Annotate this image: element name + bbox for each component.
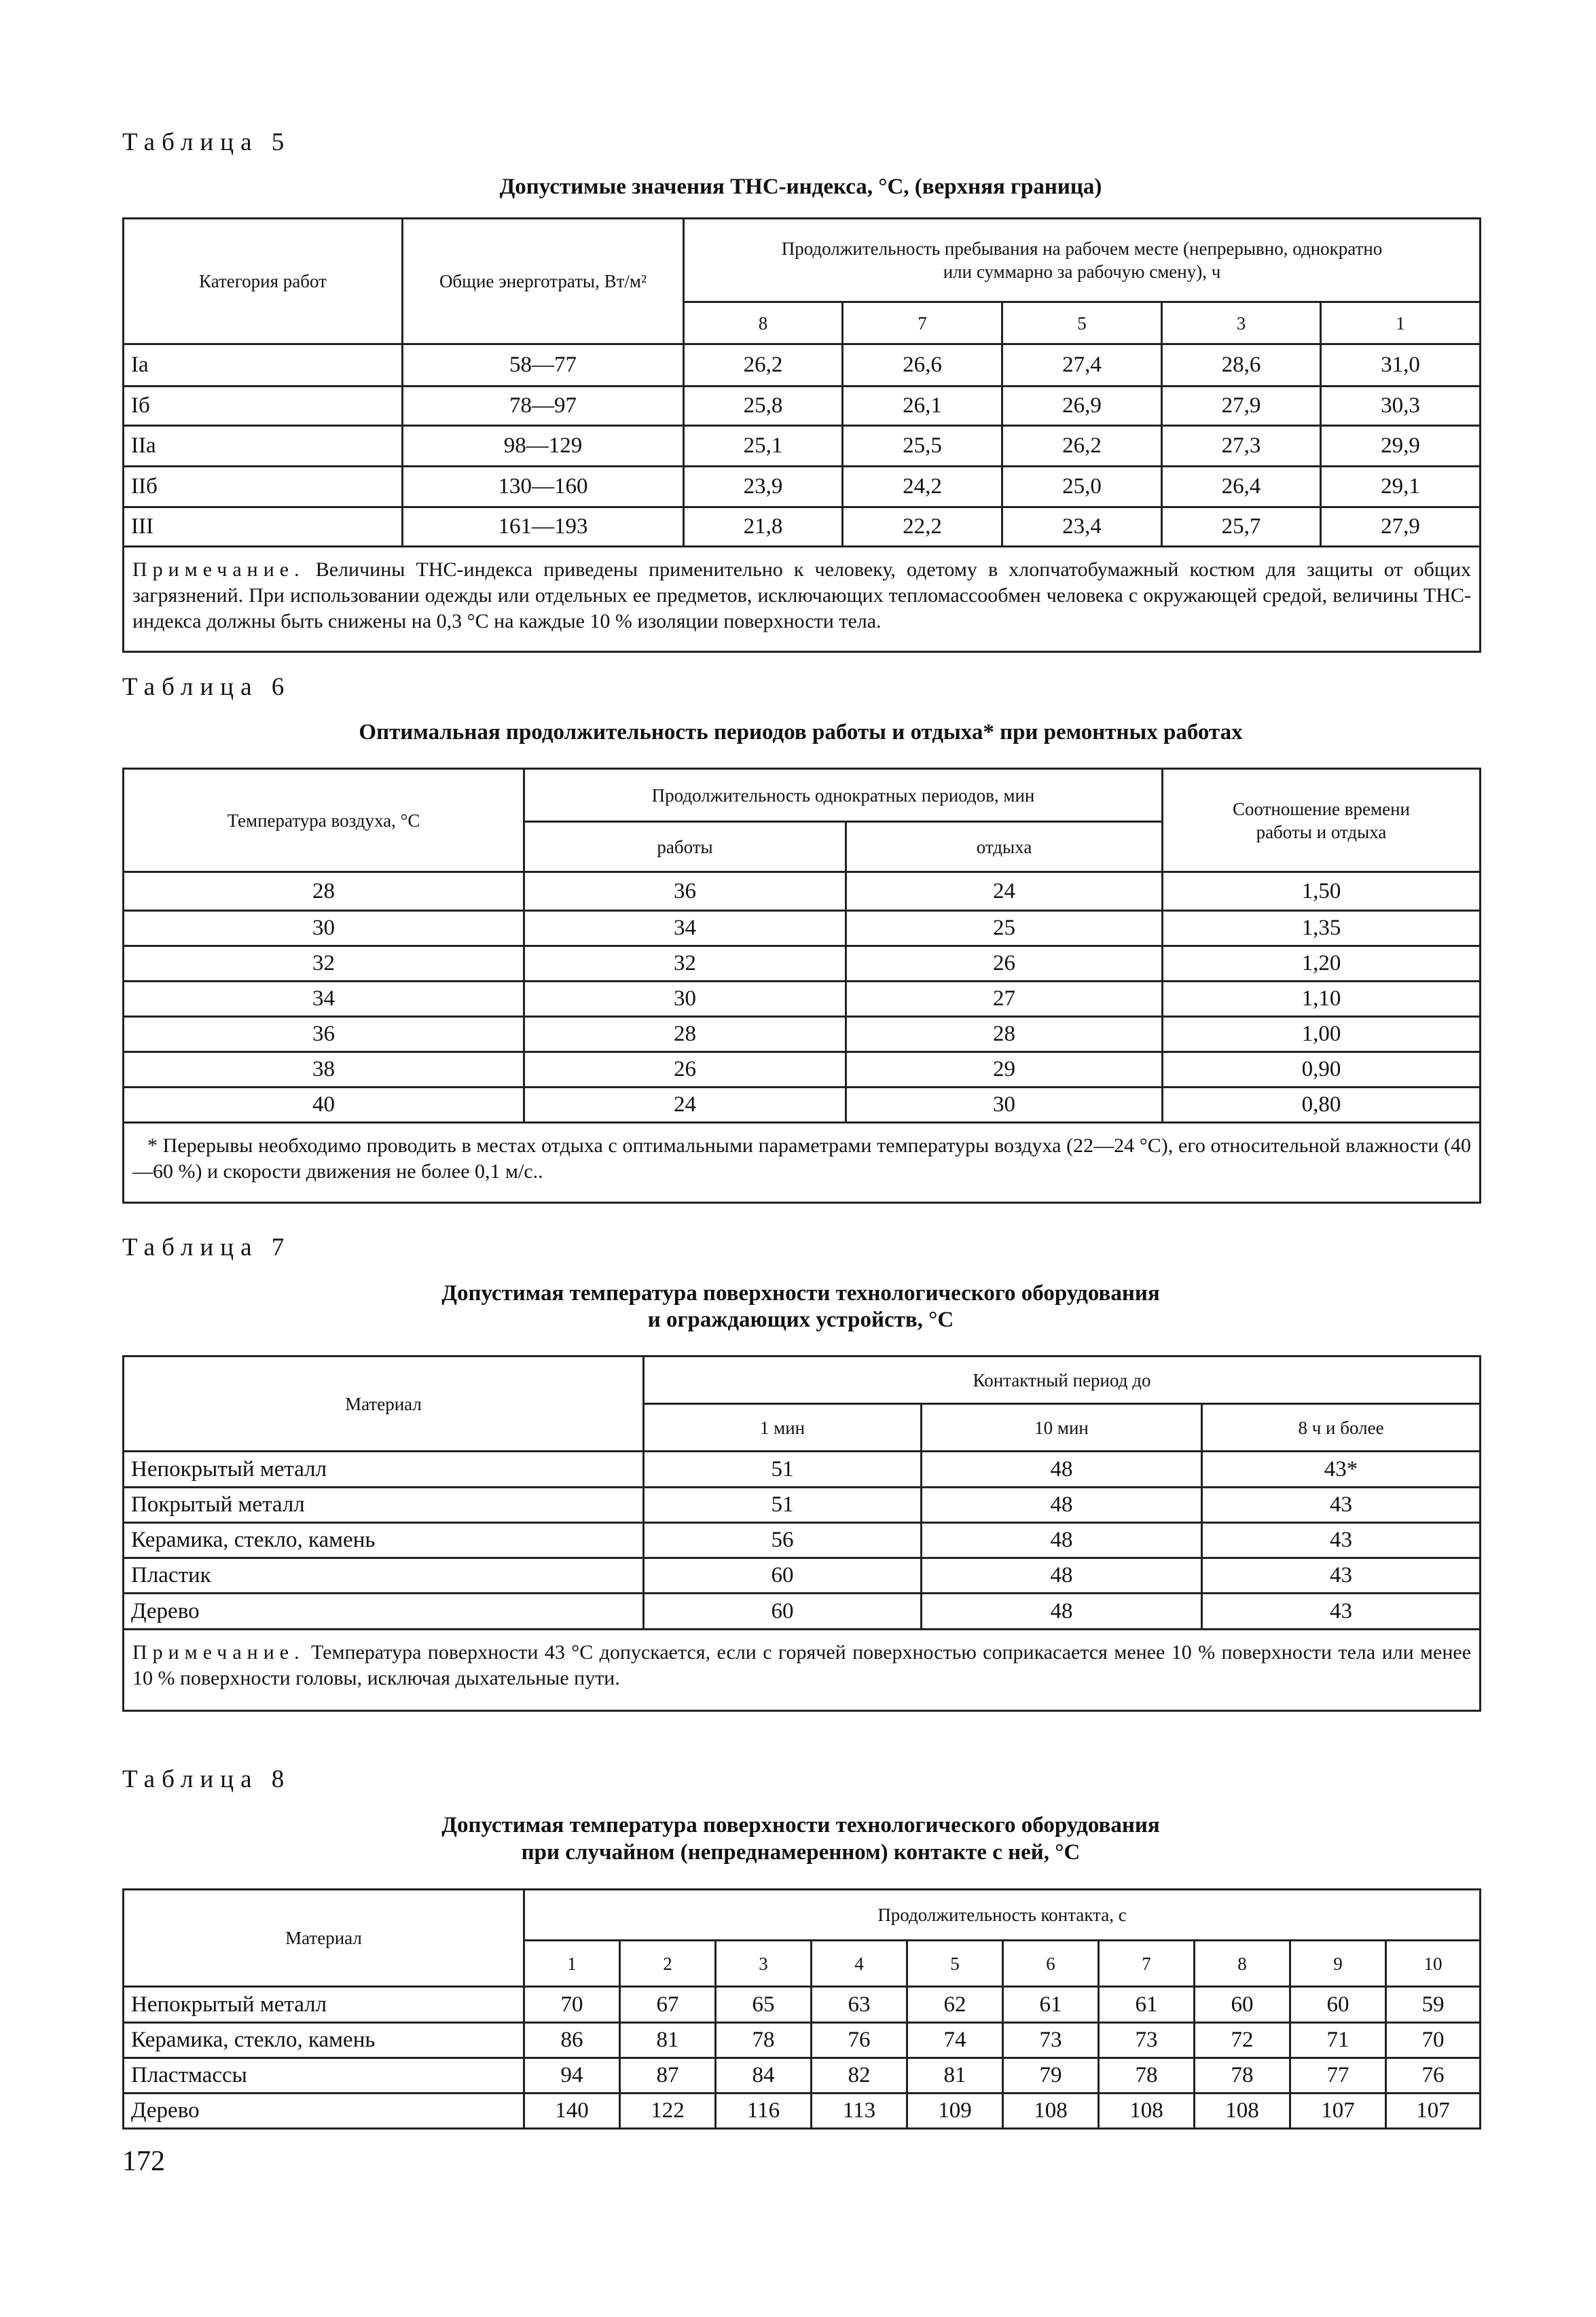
cell: 25,7 (1162, 507, 1321, 547)
cell: 28 (846, 1017, 1163, 1052)
cell: 60 (644, 1594, 922, 1630)
cell: 78 (716, 2023, 812, 2058)
table-row (124, 387, 1481, 426)
cell: 1,00 (1163, 1017, 1481, 1052)
table-row (124, 911, 1481, 946)
cell: 56 (644, 1523, 922, 1558)
cell: 73 (1099, 2023, 1195, 2058)
cell: 1,10 (1163, 982, 1481, 1017)
cell: 23,9 (684, 467, 843, 507)
cell: 78 (1195, 2058, 1290, 2094)
cell: 87 (620, 2058, 716, 2094)
cell: Iа (124, 344, 403, 387)
header-material: Материал (124, 1890, 524, 1987)
cell: 32 (124, 946, 524, 982)
cell: 84 (716, 2058, 812, 2094)
cell: 82 (812, 2058, 907, 2094)
cell: 26,9 (1002, 387, 1162, 426)
cell: 108 (1003, 2094, 1099, 2129)
cell: 28 (524, 1017, 846, 1052)
cell: Керамика, стекло, камень (124, 2023, 524, 2058)
cell: 65 (716, 1987, 812, 2023)
table-row (124, 1558, 1481, 1594)
cell: 29 (846, 1052, 1163, 1088)
cell: 86 (524, 2023, 620, 2058)
cell: 81 (907, 2058, 1003, 2094)
cell: Дерево (124, 2094, 524, 2129)
cell: 26,2 (684, 344, 843, 387)
cell: 27,9 (1162, 387, 1321, 426)
cell: 30 (524, 982, 846, 1017)
cell: 107 (1386, 2094, 1481, 2129)
header-hours-5: 5 (1002, 302, 1162, 344)
cell: 60 (1290, 1987, 1386, 2023)
page-number: 172 (122, 2146, 165, 2177)
cell: 108 (1099, 2094, 1195, 2129)
cell: 78 (1099, 2058, 1195, 2094)
cell: 98—129 (403, 426, 684, 467)
header-sec-7: 7 (1099, 1941, 1195, 1987)
cell: Пластик (124, 1558, 644, 1594)
header-temp: Температура воздуха, °С (124, 769, 524, 872)
cell: 22,2 (843, 507, 1002, 547)
header-hours-1: 1 (1321, 302, 1481, 344)
note-prefix: Примечание. (132, 558, 305, 581)
cell: 27,4 (1002, 344, 1162, 387)
cell: 79 (1003, 2058, 1099, 2094)
cell: 116 (716, 2094, 812, 2129)
table-6-label: Таблица 6 (122, 673, 291, 701)
cell: 30 (846, 1088, 1163, 1123)
table-row (124, 2023, 1481, 2058)
cell: 81 (620, 2023, 716, 2058)
header-sec-4: 4 (812, 1941, 907, 1987)
header-material: Материал (124, 1357, 644, 1452)
cell: 161—193 (403, 507, 684, 547)
table-row (124, 426, 1481, 467)
header-sec-3: 3 (716, 1941, 812, 1987)
table-5 (122, 217, 1481, 653)
cell: 31,0 (1321, 344, 1481, 387)
table-8-label: Таблица 8 (122, 1765, 291, 1793)
header-contact-duration: Продолжительность контакта, с (524, 1890, 1481, 1941)
cell: 25,1 (684, 426, 843, 467)
cell: 21,8 (684, 507, 843, 547)
header-duration: Продолжительность пребывания на рабочем месте (непрерывно, однократно или суммарно за рабочую смену), ч (684, 219, 1481, 302)
table-5-title: Допустимые значения ТНС-индекса, °С, (верхняя граница) (499, 175, 1102, 199)
cell: Пластмассы (124, 2058, 524, 2094)
table-6 (122, 768, 1481, 1204)
cell: 43* (1202, 1452, 1481, 1488)
cell: 48 (922, 1452, 1202, 1488)
table-row (124, 344, 1481, 387)
header-category: Категория работ (124, 219, 403, 344)
cell: 122 (620, 2094, 716, 2129)
cell: Дерево (124, 1594, 644, 1630)
cell: 60 (644, 1558, 922, 1594)
cell: 70 (524, 1987, 620, 2023)
table-row (124, 1488, 1481, 1523)
cell: 24 (524, 1088, 846, 1123)
header-hours-7: 7 (843, 302, 1002, 344)
table-row (124, 2094, 1481, 2129)
table-8-title: Допустимая температура поверхности технологического оборудования (441, 1813, 1160, 1837)
cell: 94 (524, 2058, 620, 2094)
table-row (124, 467, 1481, 507)
cell: 40 (124, 1088, 524, 1123)
cell: 74 (907, 2023, 1003, 2058)
table-row (124, 1088, 1481, 1123)
cell: 36 (124, 1017, 524, 1052)
cell: 0,90 (1163, 1052, 1481, 1088)
cell: 51 (644, 1488, 922, 1523)
table-row (124, 507, 1481, 547)
cell: 59 (1386, 1987, 1481, 2023)
cell: 34 (124, 982, 524, 1017)
cell: 30,3 (1321, 387, 1481, 426)
cell: 107 (1290, 2094, 1386, 2129)
table-row (124, 982, 1481, 1017)
header-8-hours: 8 ч и более (1202, 1404, 1481, 1452)
cell: III (124, 507, 403, 547)
cell: 26 (524, 1052, 846, 1088)
header-sec-1: 1 (524, 1941, 620, 1987)
cell: 130—160 (403, 467, 684, 507)
cell: 25,0 (1002, 467, 1162, 507)
table-8 (122, 1888, 1481, 2130)
cell: Iб (124, 387, 403, 426)
cell: 28,6 (1162, 344, 1321, 387)
cell: 29,9 (1321, 426, 1481, 467)
note-text: Температура поверхности 43 °С допускается, если с горячей поверхностью соприкасается менее 10 % поверхности тела или менее 10 % поверхности головы, исключая дыхательные пути. (132, 1641, 1472, 1689)
cell: IIа (124, 426, 403, 467)
cell: 27,9 (1321, 507, 1481, 547)
cell: 36 (524, 872, 846, 911)
cell: 60 (1195, 1987, 1290, 2023)
cell: 72 (1195, 2023, 1290, 2058)
cell: 48 (922, 1523, 1202, 1558)
header-sec-8: 8 (1195, 1941, 1290, 1987)
header-energy: Общие энерготраты, Вт/м² (403, 219, 684, 344)
cell: 43 (1202, 1523, 1481, 1558)
table-8-title-line2: при случайном (непреднамеренном) контакте с ней, °С (521, 1840, 1081, 1865)
header-sec-2: 2 (620, 1941, 716, 1987)
header-sec-10: 10 (1386, 1941, 1481, 1987)
cell: 73 (1003, 2023, 1099, 2058)
table-row (124, 1052, 1481, 1088)
cell: 108 (1195, 2094, 1290, 2129)
cell: 26 (846, 946, 1163, 982)
cell: 48 (922, 1594, 1202, 1630)
cell: 43 (1202, 1558, 1481, 1594)
table-row (124, 1987, 1481, 2023)
cell: 61 (1099, 1987, 1195, 2023)
cell: 38 (124, 1052, 524, 1088)
cell: IIб (124, 467, 403, 507)
cell: 26,1 (843, 387, 1002, 426)
cell: 24 (846, 872, 1163, 911)
cell: 76 (812, 2023, 907, 2058)
cell: 1,20 (1163, 946, 1481, 982)
cell: 26,4 (1162, 467, 1321, 507)
header-hours-3: 3 (1162, 302, 1321, 344)
header-sec-9: 9 (1290, 1941, 1386, 1987)
cell: Непокрытый металл (124, 1987, 524, 2023)
cell: 27,3 (1162, 426, 1321, 467)
cell: 28 (124, 872, 524, 911)
cell: 70 (1386, 2023, 1481, 2058)
table-row (124, 2058, 1481, 2094)
table-7-title: Допустимая температура поверхности технологического оборудования (441, 1281, 1160, 1306)
cell: 48 (922, 1488, 1202, 1523)
cell: 30 (124, 911, 524, 946)
table-7-title-line2: и ограждающих устройств, °С (647, 1308, 954, 1332)
header-periods: Продолжительность однократных периодов, мин (524, 769, 1163, 822)
cell: 63 (812, 1987, 907, 2023)
table-row (124, 1017, 1481, 1052)
cell: 140 (524, 2094, 620, 2129)
cell: 1,50 (1163, 872, 1481, 911)
cell: 24,2 (843, 467, 1002, 507)
cell: 43 (1202, 1488, 1481, 1523)
table-row (124, 946, 1481, 982)
note-text: Величины ТНС-индекса приведены применительно к человеку, одетому в хлопчатобумажный костюм для защиты от общих загрязнений. При использовании одежды или отдельных ее предметов, исключающих тепломассообмен человека с окружающей средой, величины ТНС-индекса должны быть снижены на 0,3 °С на каждые 10 % изоляции поверхности тела. (132, 558, 1472, 632)
header-work: работы (524, 822, 846, 872)
cell: 25 (846, 911, 1163, 946)
header-rest: отдыха (846, 822, 1163, 872)
table-7-note (124, 1630, 1481, 1711)
cell: Непокрытый металл (124, 1452, 644, 1488)
table-row (124, 1523, 1481, 1558)
header-sec-5: 5 (907, 1941, 1003, 1987)
table-6-title: Оптимальная продолжительность периодов работы и отдыха* при ремонтных работах (359, 720, 1243, 744)
header-1-min: 1 мин (644, 1404, 922, 1452)
cell: 32 (524, 946, 846, 982)
cell: 27 (846, 982, 1163, 1017)
header-hours-8: 8 (684, 302, 843, 344)
cell: 29,1 (1321, 467, 1481, 507)
table-7-label: Таблица 7 (122, 1234, 291, 1261)
header-contact-period: Контактный период до (644, 1357, 1481, 1404)
header-sec-6: 6 (1003, 1941, 1099, 1987)
cell: 48 (922, 1558, 1202, 1594)
cell: 43 (1202, 1594, 1481, 1630)
cell: 77 (1290, 2058, 1386, 2094)
cell: 78—97 (403, 387, 684, 426)
table-6-footnote: * Перерывы необходимо проводить в местах отдыха с оптимальными параметрами температуры воздуха (22—24 °С), его относительной влажности (40—60 %) и скорости движения не более 0,1 м/с.. (124, 1123, 1481, 1203)
cell: 67 (620, 1987, 716, 2023)
cell: 113 (812, 2094, 907, 2129)
cell: 58—77 (403, 344, 684, 387)
cell: Покрытый металл (124, 1488, 644, 1523)
header-ratio: Соотношение времени работы и отдыха (1163, 769, 1481, 872)
cell: 26,6 (843, 344, 1002, 387)
table-row (124, 1594, 1481, 1630)
cell: 62 (907, 1987, 1003, 2023)
cell: 61 (1003, 1987, 1099, 2023)
table-row (124, 1452, 1481, 1488)
table-7 (122, 1355, 1481, 1712)
table-5-note (124, 547, 1481, 652)
cell: 51 (644, 1452, 922, 1488)
cell: 0,80 (1163, 1088, 1481, 1123)
cell: 76 (1386, 2058, 1481, 2094)
cell: 71 (1290, 2023, 1386, 2058)
table-5-label: Таблица 5 (122, 128, 291, 156)
note-prefix: Примечание. (132, 1641, 305, 1664)
cell: 23,4 (1002, 507, 1162, 547)
cell: 25,8 (684, 387, 843, 426)
cell: Керамика, стекло, камень (124, 1523, 644, 1558)
cell: 34 (524, 911, 846, 946)
table-row (124, 872, 1481, 911)
header-10-min: 10 мин (922, 1404, 1202, 1452)
cell: 1,35 (1163, 911, 1481, 946)
cell: 109 (907, 2094, 1003, 2129)
cell: 26,2 (1002, 426, 1162, 467)
cell: 25,5 (843, 426, 1002, 467)
